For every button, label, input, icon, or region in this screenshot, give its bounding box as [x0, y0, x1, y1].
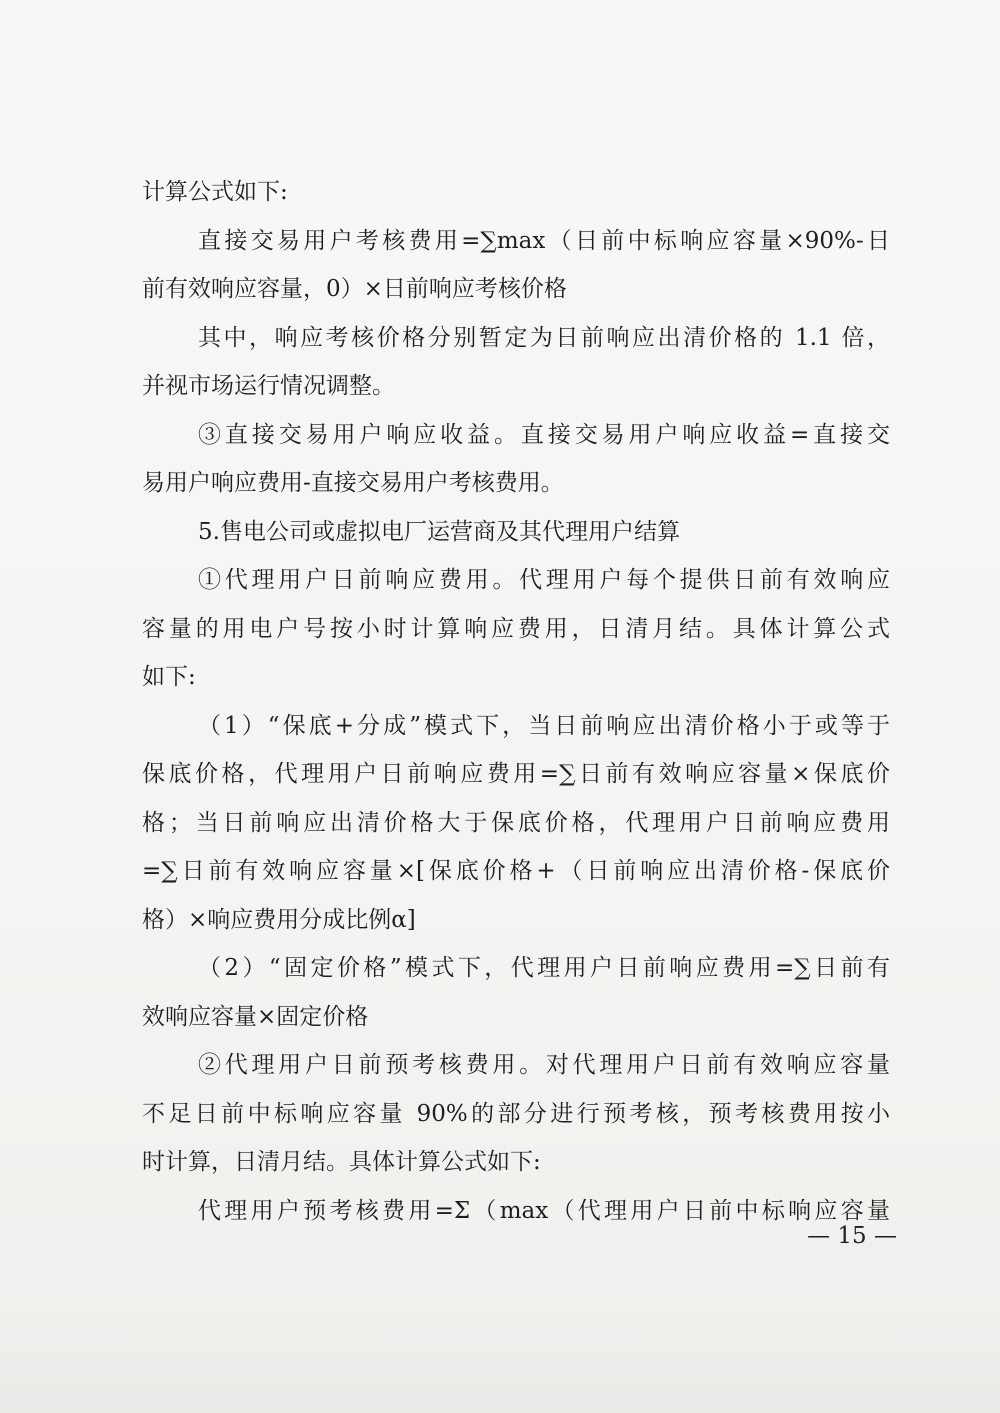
- section-heading-settlement: 5.售电公司或虚拟电厂运营商及其代理用户结算: [198, 518, 680, 545]
- text-line-pre-assessment-formula: 代理用户预考核费用=Σ（max（代理用户日前中标响应容量: [198, 1197, 890, 1224]
- text-line-assessment-price: 其中，响应考核价格分别暂定为日前响应出清价格的 1.1 倍，: [198, 324, 890, 351]
- text-line-pre-assessment-cont: 不足日前中标响应容量 90%的部分进行预考核，预考核费用按小: [142, 1100, 890, 1127]
- text-line-floor-share-mode: （1）“保底+分成”模式下，当日前响应出清价格小于或等于: [198, 712, 890, 739]
- text-line-agent-response-fee-cont: 容量的用电户号按小时计算响应费用，日清月结。具体计算公式: [142, 615, 890, 642]
- page-number: — 15 —: [807, 1223, 897, 1249]
- text-line-pre-assessment-end: 时计算，日清月结。具体计算公式如下:: [142, 1149, 541, 1175]
- text-line-floor-share-mode-cont3: =∑日前有效响应容量×[保底价格+（日前响应出清价格-保底价: [142, 858, 890, 884]
- text-line-pre-assessment: ②代理用户日前预考核费用。对代理用户日前有效响应容量: [198, 1052, 890, 1078]
- text-line-assessment-price-cont: 并视市场运行情况调整。: [142, 373, 395, 399]
- text-line-assessment-formula-cont: 前有效响应容量，0）×日前响应考核价格: [142, 276, 567, 302]
- text-line-agent-response-fee-end: 如下:: [142, 664, 196, 690]
- text-line-floor-share-mode-cont2: 格；当日前响应出清价格大于保底价格，代理用户日前响应费用: [142, 809, 890, 836]
- body-text: [142, 168, 890, 1235]
- scan-shading: [0, 1303, 1000, 1413]
- text-line-floor-share-mode-end: 格）×响应费用分成比例α]: [142, 906, 416, 933]
- text-line-direct-user-revenue: ③直接交易用户响应收益。直接交易用户响应收益=直接交: [198, 421, 890, 448]
- text-line-floor-share-mode-cont1: 保底价格，代理用户日前响应费用=∑日前有效响应容量×保底价: [142, 761, 890, 787]
- text-line-fixed-price-mode: （2）“固定价格”模式下，代理用户日前响应费用=∑日前有: [198, 955, 890, 981]
- text-line-formula-intro: 计算公式如下:: [142, 179, 288, 205]
- text-line-fixed-price-mode-end: 效响应容量×固定价格: [142, 1003, 369, 1030]
- text-line-agent-response-fee: ①代理用户日前响应费用。代理用户每个提供日前有效响应: [198, 567, 890, 593]
- text-line-assessment-formula: 直接交易用户考核费用=∑max（日前中标响应容量×90%-日: [198, 227, 890, 254]
- text-line-direct-user-revenue-cont: 易用户响应费用-直接交易用户考核费用。: [142, 470, 564, 496]
